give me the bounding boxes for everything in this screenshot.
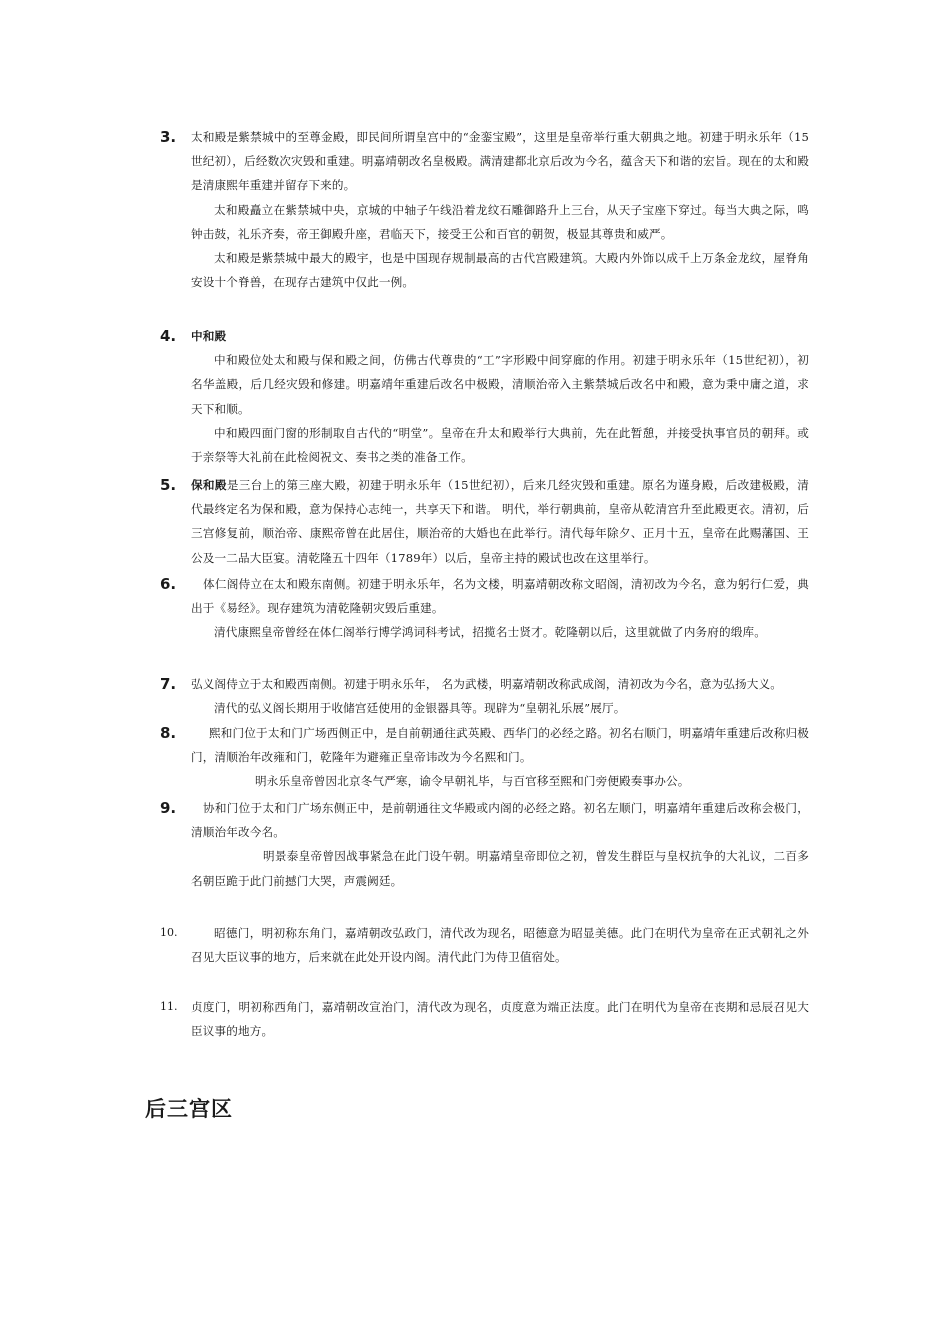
item-number: 4. bbox=[160, 327, 177, 345]
item-body bbox=[191, 921, 809, 969]
item-number: 9. bbox=[160, 799, 177, 817]
item-number: 8. bbox=[160, 724, 177, 742]
paragraph: 明景泰皇帝曾因战事紧急在此门设午朝。明嘉靖皇帝即位之初，曾发生群臣与皇权抗争的大礼议，二百多名朝臣跪于此门前撼门大哭，声震阙廷。 bbox=[191, 849, 809, 888]
paragraph: 弘义阁侍立于太和殿西南侧。初建于明永乐年， 名为武楼，明嘉靖朝改称武成阁，清初改为今名，意为弘扬大义。 bbox=[191, 677, 783, 691]
paragraph: 协和门位于太和门广场东侧正中，是前朝通往文华殿或内阁的必经之路。初名左顺门，明嘉靖年重建后改称会极门，清顺治年改今名。 bbox=[191, 801, 809, 840]
paragraph: 中和殿位处太和殿与保和殿之间，仿佛古代尊贵的“工”字形殿中间穿廊的作用。初建于明永乐年（15世纪初），初名华盖殿，后几经灾毁和修建。明嘉靖年重建后改名中极殿，清顺治帝入主紫禁城后改名中和殿，意为秉中庸之道，求天下和顺。 bbox=[191, 353, 809, 416]
paragraph: 体仁阁侍立在太和殿东南侧。初建于明永乐年，名为文楼，明嘉靖朝改称文昭阁，清初改为今名，意为躬行仁爱，典出于《易经》。现存建筑为清乾隆朝灾毁后重建。 bbox=[191, 577, 809, 616]
item-body bbox=[191, 473, 809, 570]
term: 保和殿 bbox=[191, 478, 227, 492]
item-body bbox=[191, 324, 809, 469]
item-body bbox=[191, 125, 809, 294]
item-number: 10. bbox=[160, 926, 178, 939]
paragraph-text: 是三台上的第三座大殿，初建于明永乐年（15世纪初），后来几经灾毁和重建。原名为谨身殿，后改建极殿，清代最终定名为保和殿，意为保持心志纯一，共享天下和谐。 明代，举行朝典前，皇帝从乾清宫升至此殿更衣。清初，后三宫修复前，顺治帝、康熙帝曾在此居住，顺治帝的大婚也在此举行。清代每年除夕、正月十五，皇帝在此赐藩国、王公及一二品大臣宴。清乾隆五十四年（1789年）以后，皇帝主持的殿试也改在这里举行。 bbox=[191, 478, 809, 565]
section-heading: 后三宫区 bbox=[145, 1097, 233, 1121]
item-number: 6. bbox=[160, 575, 177, 593]
paragraph: 清代康熙皇帝曾经在体仁阁举行博学鸿词科考试，招揽名士贤才。乾隆朝以后，这里就做了内务府的缎库。 bbox=[214, 625, 766, 640]
item-body bbox=[191, 672, 809, 720]
item-number: 7. bbox=[160, 675, 177, 693]
item-body bbox=[191, 572, 809, 645]
paragraph: 太和殿矗立在紫禁城中央，京城的中轴子午线沿着龙纹石雕御路升上三台，从天子宝座下穿过。每当大典之际，鸣钟击鼓，礼乐齐奏，帝王御殿升座，君临天下，接受王公和百官的朝贺，极显其尊贵和威严。 bbox=[191, 202, 809, 241]
item-body bbox=[191, 721, 809, 794]
paragraph: 太和殿是紫禁城中最大的殿宇，也是中国现存规制最高的古代宫殿建筑。大殿内外饰以成千上万条金龙纹，屋脊角安设十个脊兽，在现存古建筑中仅此一例。 bbox=[191, 251, 809, 290]
paragraph: 清代的弘义阁长期用于收储宫廷使用的金银器具等。现辟为“皇朝礼乐展”展厅。 bbox=[214, 701, 626, 716]
paragraph: 中和殿四面门窗的形制取自古代的“明堂”。皇帝在升太和殿举行大典前，先在此暂憩，并接受执事官员的朝拜。或于亲祭等大礼前在此检阅祝文、奏书之类的准备工作。 bbox=[191, 425, 809, 465]
item-number: 11. bbox=[160, 1000, 178, 1013]
item-body bbox=[191, 796, 809, 893]
paragraph: 昭德门，明初称东角门，嘉靖朝改弘政门，清代改为现名，昭德意为昭显美德。此门在明代为皇帝在正式朝礼之外召见大臣议事的地方，后来就在此处开设内阁。清代此门为侍卫值宿处。 bbox=[191, 926, 809, 965]
paragraph: 贞度门，明初称西角门，嘉靖朝改宣治门，清代改为现名，贞度意为端正法度。此门在明代为皇帝在丧期和忌辰召见大臣议事的地方。 bbox=[191, 1000, 809, 1039]
item-body bbox=[191, 995, 809, 1043]
item-number: 3. bbox=[160, 128, 177, 146]
item-number: 5. bbox=[160, 476, 177, 494]
paragraph: 太和殿是紫禁城中的至尊金殿，即民间所谓皇宫中的“金銮宝殿”，这里是皇帝举行重大朝典之地。初建于明永乐年（15世纪初），后经数次灾毁和重建。明嘉靖朝改名皇极殿。满清建都北京后改为今名，蕴含天下和谐的宏旨。现在的太和殿是清康熙年重建并留存下来的。 bbox=[191, 130, 809, 193]
item-heading: 中和殿 bbox=[191, 329, 227, 343]
paragraph: 熙和门位于太和门广场西侧正中，是自前朝通往武英殿、西华门的必经之路。初名右顺门，明嘉靖年重建后改称归极门，清顺治年改雍和门，乾隆年为避雍正皇帝讳改为今名熙和门。 bbox=[191, 726, 809, 765]
paragraph bbox=[191, 473, 809, 570]
paragraph: 明永乐皇帝曾因北京冬气严寒，谕令早朝礼毕，与百官移至熙和门旁便殿奏事办公。 bbox=[255, 774, 690, 789]
